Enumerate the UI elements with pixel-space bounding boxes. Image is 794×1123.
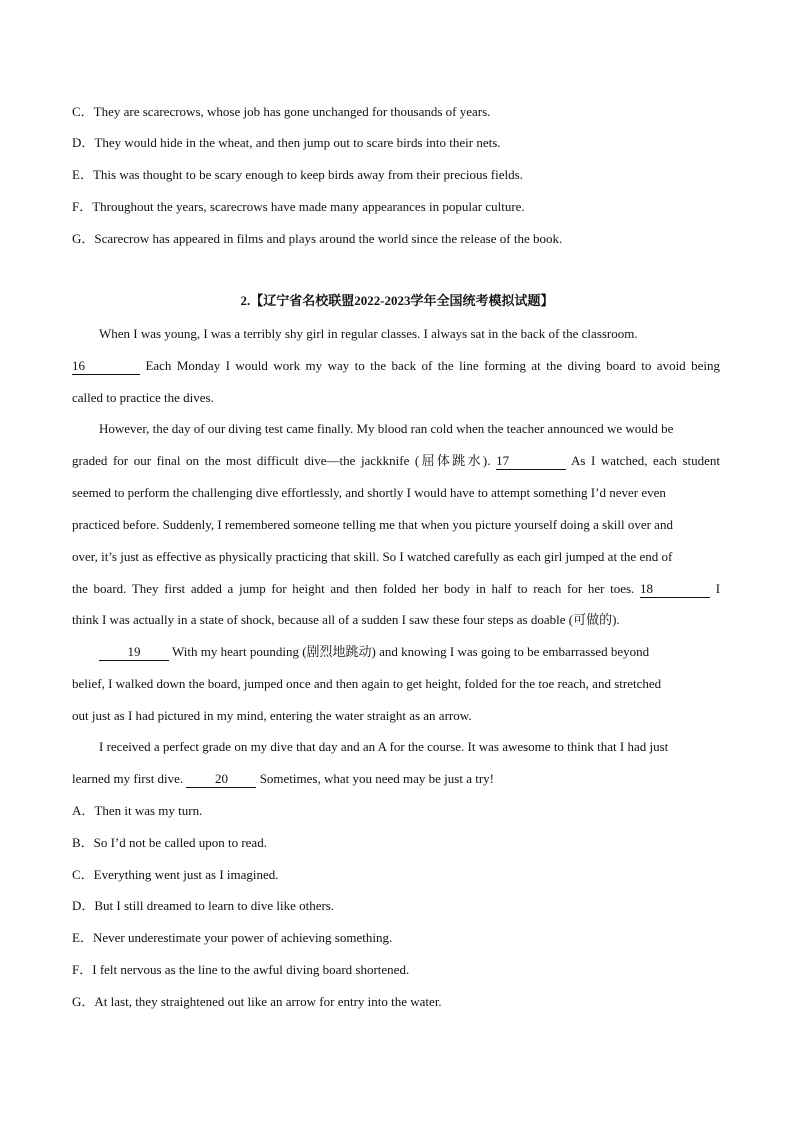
passage-text: learned my first dive. <box>72 771 184 786</box>
passage-line: However, the day of our diving test came finally. My blood ran cold when the teacher announced we would be <box>99 421 674 436</box>
blank-20: 20 <box>186 771 256 788</box>
passage-text: Sometimes, what you need may be just a try! <box>259 771 494 786</box>
option-f <box>72 961 409 979</box>
prev-option-e <box>72 166 523 184</box>
option-text: Throughout the years, scarecrows have made many appearances in popular culture. <box>92 199 525 214</box>
passage-line <box>72 452 720 470</box>
passage-line <box>72 580 720 598</box>
section-title: 2.【辽宁省名校联盟2022-2023学年全国统考模拟试题】 <box>240 293 554 308</box>
option-letter: G． <box>72 231 95 246</box>
blank-18: 18 <box>640 581 710 598</box>
option-d <box>72 897 334 915</box>
passage-line: out just as I had pictured in my mind, entering the water straight as an arrow. <box>72 708 472 723</box>
passage-line: belief, I walked down the board, jumped once and then again to get height, folded for the toe reach, and stretched <box>72 676 662 691</box>
option-b <box>72 834 267 852</box>
option-text: At last, they straightened out like an arrow for entry into the water. <box>94 994 442 1009</box>
passage-text: the board. They first added a jump for height and then folded her body in half to reach for her toes. <box>72 581 635 596</box>
option-text: Everything went just as I imagined. <box>93 867 279 882</box>
option-text: This was thought to be scary enough to keep birds away from their precious fields. <box>92 167 523 182</box>
blank-19: 19 <box>99 644 169 661</box>
option-e <box>72 929 392 947</box>
blank-17: 17 <box>496 453 566 470</box>
option-letter: C． <box>72 104 94 119</box>
option-text: Then it was my turn. <box>94 803 203 818</box>
passage-text: With my heart pounding (剧烈地跳动) and knowing I was going to be embarrassed beyond <box>172 644 650 659</box>
prev-option-g <box>72 230 562 248</box>
passage-line: When I was young, I was a terribly shy girl in regular classes. I always sat in the back of the classroom. <box>99 326 638 341</box>
option-letter: C． <box>72 867 94 882</box>
option-letter: D． <box>72 898 95 913</box>
option-text: They are scarecrows, whose job has gone unchanged for thousands of years. <box>93 104 491 119</box>
passage-line: seemed to perform the challenging dive effortlessly, and shortly I would have to attempt something I’d never even <box>72 485 666 500</box>
option-text: Scarecrow has appeared in films and plays around the world since the release of the book. <box>94 231 563 246</box>
passage-line: I received a perfect grade on my dive that day and an A for the course. It was awesome to think that I had just <box>99 739 669 754</box>
passage-line: over, it’s just as effective as physically practicing that skill. So I watched carefully as each girl jumped at the end of <box>72 549 673 564</box>
option-text: So I’d not be called upon to read. <box>93 835 267 850</box>
option-text: But I still dreamed to learn to dive like others. <box>94 898 335 913</box>
option-letter: F． <box>72 962 93 977</box>
option-letter: D． <box>72 135 95 150</box>
passage-line: called to practice the dives. <box>72 390 214 405</box>
passage-line: practiced before. Suddenly, I remembered someone telling me that when you picture yourself doing a skill over and <box>72 517 673 532</box>
option-letter: F． <box>72 199 93 214</box>
option-text: Never underestimate your power of achieving something. <box>92 930 393 945</box>
option-a <box>72 802 202 820</box>
prev-option-f <box>72 198 525 216</box>
option-text: They would hide in the wheat, and then jump out to scare birds into their nets. <box>94 135 501 150</box>
passage-line: think I was actually in a state of shock, because all of a sudden I saw these four steps as doable (可做的). <box>72 612 620 627</box>
passage-text: Each Monday I would work my way to the back of the line forming at the diving board to avoid being <box>145 358 721 373</box>
blank-16: 16 <box>72 358 140 375</box>
prev-option-c <box>72 103 490 121</box>
prev-option-d <box>72 134 501 152</box>
option-letter: A． <box>72 803 95 818</box>
option-letter: G． <box>72 994 95 1009</box>
passage-line <box>99 643 720 661</box>
option-letter: E． <box>72 930 93 945</box>
option-letter: E． <box>72 167 93 182</box>
option-c <box>72 866 279 884</box>
passage-line <box>72 770 720 788</box>
option-letter: B． <box>72 835 94 850</box>
passage-line <box>72 357 720 375</box>
passage-text: As I watched, each student <box>570 453 720 468</box>
option-g <box>72 993 442 1011</box>
option-text: I felt nervous as the line to the awful diving board shortened. <box>92 962 410 977</box>
passage-text: graded for our final on the most difficult dive—the jackknife (屈体跳水). <box>72 453 491 468</box>
passage-text: I <box>715 581 721 596</box>
